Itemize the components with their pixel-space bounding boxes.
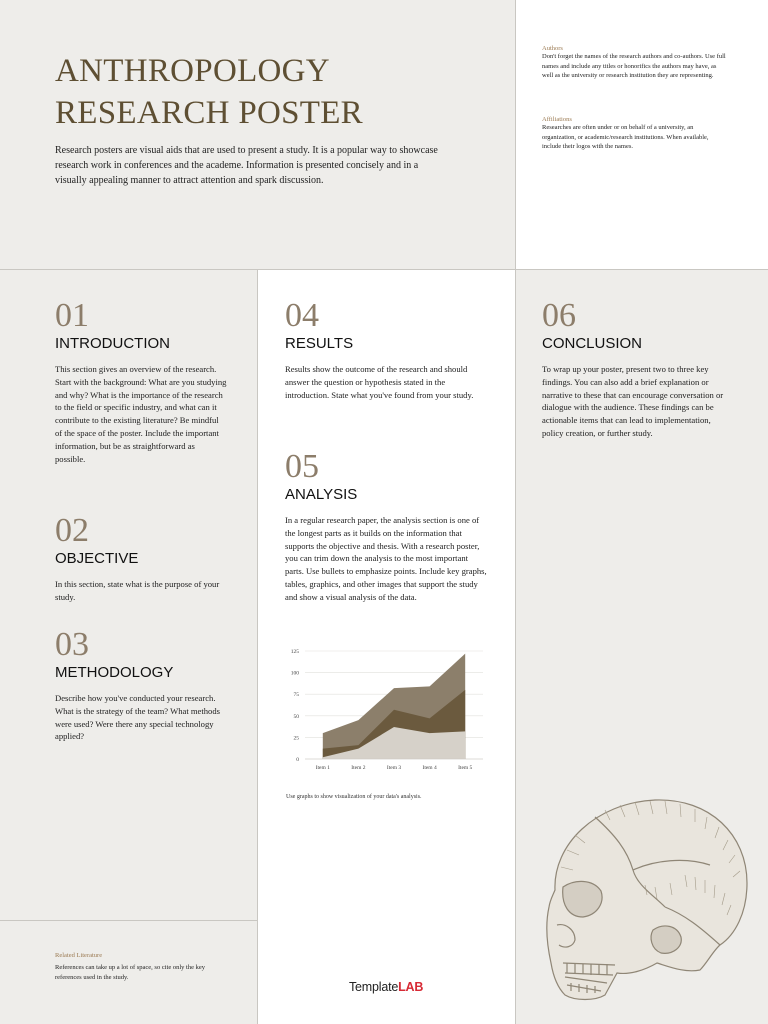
poster-title (55, 50, 363, 134)
chart-caption: Use graphs to show visualization of your data's analysis. (286, 794, 422, 800)
divider-left-vertical (257, 269, 258, 1024)
section-title: METHODOLOGY (55, 664, 174, 681)
y-tick-label: 0 (296, 757, 299, 763)
affiliations-text: Researches are often under or on behalf of a university, an organization, or academic/research institutions. When available, include their logos with the names. (542, 124, 709, 150)
title-line-1: ANTHROPOLOGY (55, 53, 330, 89)
section-results (285, 299, 485, 401)
section-title: RESULTS (285, 335, 354, 352)
x-tick-label: Item 2 (351, 765, 366, 771)
literature-heading: Related Literature (55, 952, 103, 959)
section-title: INTRODUCTION (55, 335, 170, 352)
literature-text: References can take up a lot of space, so cite only the key references used in the study. (55, 964, 205, 981)
header-panel (0, 0, 515, 269)
section-number: 02 (55, 512, 89, 549)
templatelab-logo (349, 980, 423, 994)
logo-part-2: LAB (398, 980, 424, 994)
divider-header-bottom (0, 269, 768, 270)
section-analysis (285, 450, 489, 604)
section-number: 03 (55, 626, 89, 663)
y-tick-label: 100 (290, 670, 299, 677)
section-number: 06 (542, 297, 576, 334)
section-objective (55, 514, 233, 604)
section-methodology (55, 628, 233, 743)
x-tick-label: Item 3 (386, 765, 402, 771)
x-tick-label: Item 1 (315, 765, 330, 771)
section-title: OBJECTIVE (55, 550, 139, 567)
affiliations-block (542, 116, 727, 152)
skull-illustration (535, 795, 755, 1010)
section-number: 04 (285, 297, 319, 334)
title-line-2: RESEARCH POSTER (55, 95, 363, 131)
y-tick-label: 125 (290, 649, 299, 655)
section-number: 05 (285, 448, 319, 485)
skull-icon (535, 795, 755, 1010)
section-text: This section gives an overview of the research. Start with the background: What are you studying and why? What is the importance of the research to the field or specific industry, and what can it contribute to the existing literature? Be mindful of the space of the poster. Include the important information, but be as straightforward as possible. (55, 364, 227, 464)
x-tick-label: Item 4 (422, 765, 437, 771)
section-text: Results show the outcome of the research and should answer the question or hypothesis stated in the introduction. State what you've found from your study. (285, 364, 474, 400)
section-text: To wrap up your poster, present two to three key findings. You can also add a brief explanation or narrative to these that can encourage conversation or dialogue with the audience. These findings can be actionable items that can lead to implementation, policy creation, or further study. (542, 364, 724, 438)
section-title: ANALYSIS (285, 486, 358, 503)
divider-literature-top (0, 920, 257, 921)
authors-text: Don't forget the names of the research authors and co-authors. Use full names and include any titles or honorifics the authors may have, as well as the university or research institution they are representing. (542, 53, 726, 79)
analysis-chart (283, 645, 493, 775)
divider-right-vertical (515, 0, 516, 1024)
section-text: In a regular research paper, the analysis section is one of the longest parts as it builds on the information that supports the objective and thesis. With a research poster, you can trim down the analysis to the most important parts. Use bullets to emphasize points. Include key graphs, tables, graphics, and other images that support the study and show a visual analysis of the data. (285, 515, 487, 602)
section-number: 01 (55, 297, 89, 334)
section-title: CONCLUSION (542, 335, 643, 352)
section-text: In this section, state what is the purpose of your study. (55, 579, 220, 602)
y-tick-label: 25 (293, 735, 299, 742)
section-conclusion (542, 299, 727, 440)
authors-heading: Authors (542, 45, 563, 52)
literature-block (55, 952, 215, 982)
section-text: Describe how you've conducted your research. What is the strategy of the team? What methods were used? Were there any special technology applied? (55, 693, 220, 742)
section-introduction (55, 299, 227, 465)
y-tick-label: 50 (293, 713, 299, 720)
authors-panel (515, 0, 768, 269)
area-chart (283, 645, 493, 775)
x-tick-label: Item 5 (458, 765, 473, 771)
affiliations-heading: Affiliations (542, 116, 572, 123)
poster-intro: Research posters are visual aids that are used to present a study. It is a popular way to showcase research work in conferences and the academe. Information is presented concisely and in a visually appealing manner to attract attention and spark discussion. (55, 145, 438, 186)
logo-part-1: Template (349, 980, 399, 994)
authors-block (542, 45, 727, 81)
y-tick-label: 75 (293, 692, 299, 699)
